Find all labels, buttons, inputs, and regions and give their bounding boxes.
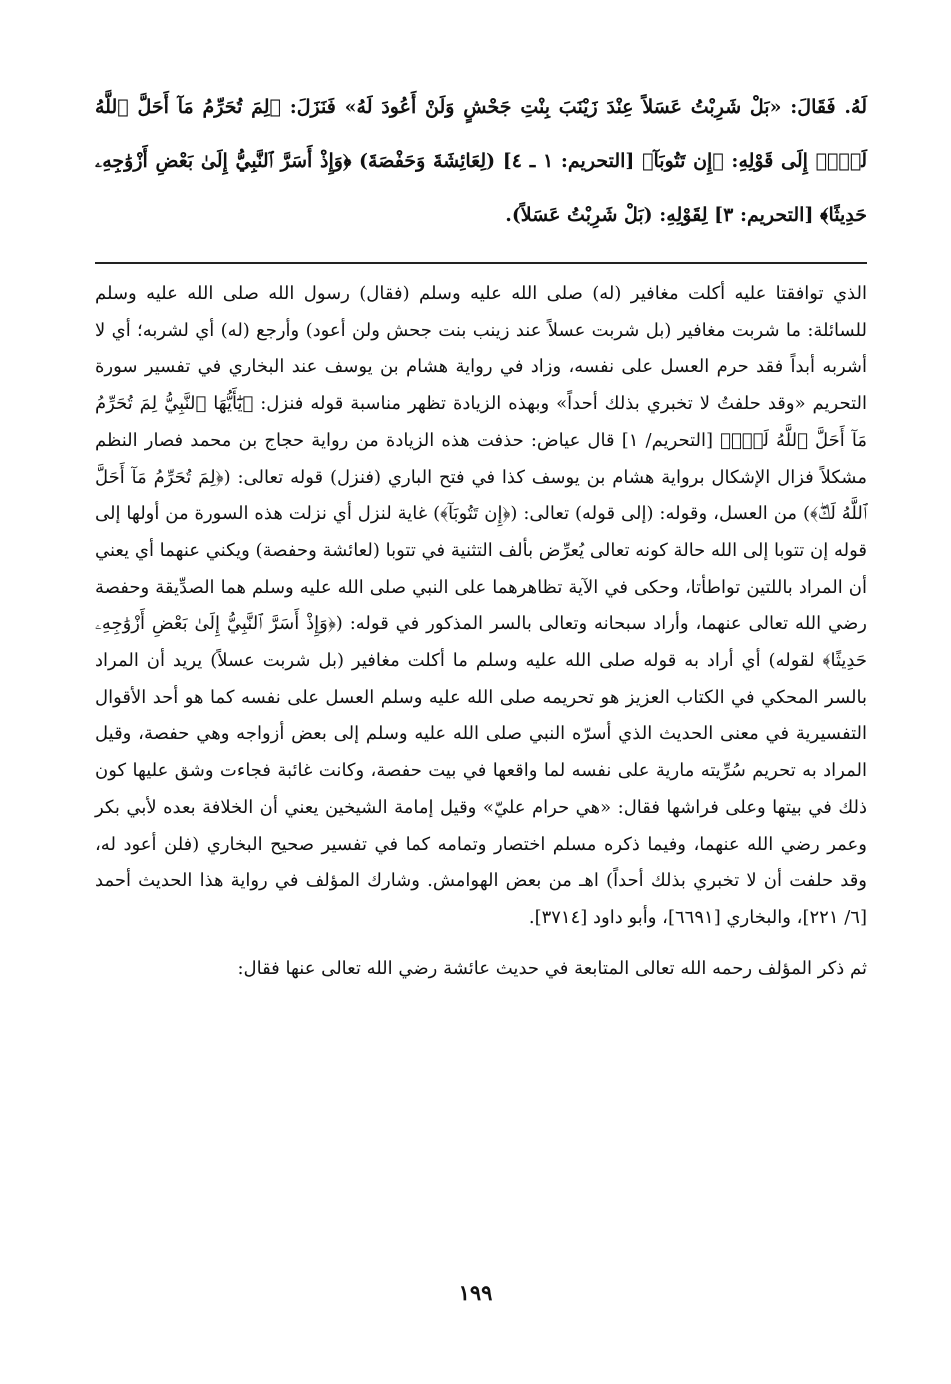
commentary-text: الذي توافقتا عليه أكلت مغافير (له) صلى الله عليه وسلم (فقال) رسول الله صلى الله عليه وسلم للسائلة: ما شربت مغافير (بل شربت عسلاً عند زينب بنت جحش ولن أعود) وأرجع (له) أي لشربه؛ أي لا أشربه أبداً فقد حرم العسل على نفسه، وزاد في رواية هشام بن يوسف عند البخاري في تفسير سورة التحريم «وقد حلفتُ لا تخبري بذلك أحداً» وبهذه الزيادة تظهر مناسبة قوله فنزل: ﴿يَٰٓأَيُّهَا ٱلنَّبِيُّ لِمَ تُحَرِّمُ مَآ أَحَلَّ ٱللَّهُ لَكَۖ﴾ [التحريم/ ١] قال عياض: حذفت هذه الزيادة من رواية حجاج بن محمد فصار النظم مشكلاً فزال الإشكال برواية هشام بن يوسف كذا في فتح الباري (فنزل) قوله تعالى: (﴿لِمَ تُحَرِّمُ مَآ أَحَلَّ ٱللَّهُ لَكَۖ﴾) من العسل، وقوله: (إلى قوله) تعالى: (﴿إِن تَتُوبَآ﴾) غاية لنزل أي نزلت هذه السورة من أولها إلى قوله إن تتوبا إلى الله حالة كونه تعالى يُعرِّض بألف التثنية في تتوبا (لعائشة وحفصة) ويكني عنهما أي يعني أن المراد باللتين تواطأتا، وحكى في الآية تظاهرهما على النبي صلى الله عليه وسلم هما الصدِّيقة وحفصة رضي الله تعالى عنهما، وأراد سبحانه وتعالى بالسر المذكور في قوله: (﴿وَإِذْ أَسَرَّ ٱلنَّبِيُّ إِلَىٰ بَعْضِ أَزْوَٰجِهِۦ حَدِيثًا﴾ لقوله) أي أراد به قوله صلى الله عليه وسلم ما أكلت مغافير (بل شربت عسلاً) يريد أن المراد بالسر المحكي في الكتاب العزيز هو تحريمه صلى الله عليه وسلم العسل على نفسه كما هو أحد الأقوال التفسيرية في معنى الحديث الذي أسرّه النبي صلى الله عليه وسلم إلى بعض أزواجه وهي حفصة، وقيل المراد به تحريم سُرِّيته مارية على نفسه لما واقعها في بيت حفصة، وكانت غائبة فجاءت وشق عليها كون ذلك في بيتها وعلى فراشها فقال: «هي حرام عليّ» وقيل إمامة الشيخين يعني أن الخلافة بعده لأبي بكر وعمر رضي الله عنهما، وفيما ذكره مسلم اختصار وتمامه كما في تفسير صحيح البخاري (فلن أعود له، وقد حلفت أن لا تخبري بذلك أحداً) اهـ من بعض الهوامش. وشارك المؤلف في رواية هذا الحديث أحمد [٦/ ٢٢١]، والبخاري [٦٦٩١]، وأبو داود [٣٧١٤]. [95, 283, 867, 928]
divider-line [95, 262, 867, 264]
closing-text: ثم ذكر المؤلف رحمه الله تعالى المتابعة في حديث عائشة رضي الله تعالى عنها فقال: [237, 957, 867, 979]
page-number: ١٩٩ [458, 1280, 493, 1305]
book-page [95, 80, 867, 1320]
hadith-text: لَهُ. فَقَالَ: «بَلْ شَرِبْتُ عَسَلاً عِنْدَ زَيْنَبَ بِنْتِ جَحْشٍ وَلَنْ أَعُودَ لَهُ» فَنَزَلَ: ﴿لِمَ تُحَرِّمُ مَآ أَحَلَّ ٱللَّهُ لَكَۖ﴾ إِلَى قَوْلِهِ: ﴿إِن تَتُوبَآ﴾ [التحريم: ١ ـ ٤] (لِعَائِشَةَ وَحَفْصَةَ) ﴿وَإِذْ أَسَرَّ ٱلنَّبِيُّ إِلَىٰ بَعْضِ أَزْوَٰجِهِۦ حَدِيثًا﴾ [التحريم: ٣] لِقَوْلِهِ: (بَلْ شَرِبْتُ عَسَلاً). [95, 96, 868, 226]
